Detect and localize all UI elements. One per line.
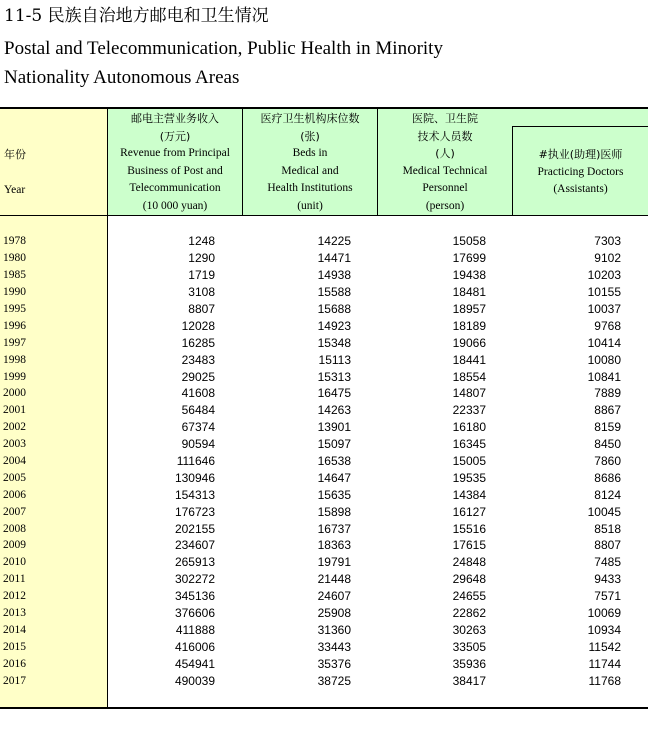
table-row xyxy=(0,621,648,638)
value-cell: 11744 xyxy=(588,656,621,671)
table-row xyxy=(0,436,648,453)
value-cell: 15313 xyxy=(317,369,351,384)
value-cell: 1719 xyxy=(188,268,215,283)
value-cell: 11542 xyxy=(588,639,621,654)
value-cell: 15635 xyxy=(317,487,351,502)
year-cell: 2014 xyxy=(3,623,26,636)
year-cell: 2015 xyxy=(3,640,26,653)
value-cell: 15688 xyxy=(317,302,351,316)
value-cell: 10045 xyxy=(587,504,621,519)
header-line: Revenue from Principal xyxy=(120,147,230,160)
value-cell: 14384 xyxy=(452,487,486,502)
table-row xyxy=(0,233,648,250)
year-cell: 2007 xyxy=(3,505,26,518)
value-cell: 411888 xyxy=(175,622,215,637)
table-row xyxy=(0,520,648,537)
year-cell: 2017 xyxy=(3,674,26,687)
value-cell: 56484 xyxy=(181,403,215,418)
value-cell: 38725 xyxy=(317,673,351,688)
year-header-chinese: 年份 xyxy=(4,148,26,161)
year-cell: 2010 xyxy=(3,556,26,569)
value-cell: 18957 xyxy=(452,302,486,316)
header-line: (unit) xyxy=(297,199,323,212)
value-cell: 7889 xyxy=(594,386,621,401)
value-cell: 18363 xyxy=(317,538,351,553)
header-line: (人) xyxy=(435,147,455,161)
value-cell: 1290 xyxy=(188,251,215,266)
data-table xyxy=(0,233,648,689)
table-row xyxy=(0,537,648,554)
value-cell: 18441 xyxy=(452,352,486,367)
value-cell: 7485 xyxy=(594,555,621,570)
column-header-practicing-doctors xyxy=(513,146,648,199)
value-cell: 15898 xyxy=(317,504,351,519)
value-cell: 15588 xyxy=(317,285,351,300)
value-cell: 14471 xyxy=(317,251,351,266)
column-header-medical-personnel xyxy=(378,110,512,216)
table-row xyxy=(0,655,648,672)
year-cell: 2008 xyxy=(3,522,26,535)
value-cell: 16475 xyxy=(317,386,351,401)
value-cell: 30263 xyxy=(452,622,486,637)
table-row xyxy=(0,334,648,351)
value-cell: 302272 xyxy=(174,572,215,587)
header-line: Telecommunication xyxy=(129,182,221,195)
year-cell: 2006 xyxy=(3,488,26,501)
value-cell: 111646 xyxy=(176,454,215,469)
value-cell: 8450 xyxy=(594,437,621,452)
header-line: 医疗卫生机构床位数 xyxy=(260,112,360,125)
table-row xyxy=(0,503,648,520)
table-top-rule xyxy=(0,107,648,109)
header-line: 邮电主营业务收入 xyxy=(131,112,219,125)
value-cell: 41608 xyxy=(181,386,215,401)
header-line: (张) xyxy=(300,129,320,143)
value-cell: 234607 xyxy=(174,538,215,553)
value-cell: 33443 xyxy=(317,639,351,654)
table-row xyxy=(0,672,648,689)
value-cell: 19791 xyxy=(317,555,351,570)
year-cell: 2012 xyxy=(3,590,26,603)
value-cell: 8807 xyxy=(594,538,621,553)
year-cell: 2013 xyxy=(3,607,26,620)
year-cell: 2000 xyxy=(3,387,26,400)
value-cell: 15097 xyxy=(317,437,351,452)
table-row xyxy=(0,605,648,622)
value-cell: 8686 xyxy=(594,470,621,485)
value-cell: 7571 xyxy=(594,589,621,604)
value-cell: 29648 xyxy=(452,572,486,587)
column-header-beds xyxy=(243,110,377,216)
data-table-body xyxy=(0,233,648,689)
value-cell: 19066 xyxy=(452,335,486,350)
year-cell: 1985 xyxy=(3,269,26,282)
sub-header-rule xyxy=(512,126,648,127)
year-cell: 2009 xyxy=(3,539,26,552)
header-line: (person) xyxy=(425,199,465,212)
value-cell: 176723 xyxy=(174,504,215,519)
value-cell: 24848 xyxy=(452,555,486,570)
value-cell: 24607 xyxy=(317,589,351,604)
value-cell: 17699 xyxy=(452,251,486,266)
value-cell: 8159 xyxy=(594,420,621,435)
year-cell: 1995 xyxy=(3,303,26,315)
value-cell: 416006 xyxy=(174,639,215,654)
value-cell: 13901 xyxy=(317,420,351,435)
header-line: Business of Post and xyxy=(127,164,223,177)
year-cell: 1998 xyxy=(3,353,26,366)
value-cell: 17615 xyxy=(452,538,486,553)
value-cell: 10155 xyxy=(587,285,621,300)
value-cell: 24655 xyxy=(452,589,486,604)
value-cell: 9768 xyxy=(594,318,621,333)
year-cell: 1980 xyxy=(3,252,26,265)
value-cell: 16737 xyxy=(317,521,351,536)
table-title-english-line2: Nationality Autonomous Areas xyxy=(4,67,240,88)
value-cell: 67374 xyxy=(181,420,215,435)
value-cell: 18481 xyxy=(452,285,486,300)
header-line: Medical and xyxy=(281,164,339,177)
value-cell: 19438 xyxy=(452,268,486,283)
header-line: Medical Technical xyxy=(402,164,488,177)
header-line: Health Institutions xyxy=(267,182,353,195)
table-title-chinese: 11-5 民族自治地方邮电和卫生情况 xyxy=(4,6,269,26)
value-cell: 90594 xyxy=(181,437,215,452)
header-line: (Assistants) xyxy=(553,183,608,196)
header-line: Personnel xyxy=(422,182,468,195)
year-cell: 1978 xyxy=(3,235,26,248)
value-cell: 15516 xyxy=(452,521,486,536)
value-cell: 18189 xyxy=(452,318,486,333)
header-line: 技术人员数 xyxy=(417,129,473,143)
value-cell: 16538 xyxy=(317,454,351,469)
value-cell: 14263 xyxy=(317,403,351,418)
value-cell: 31360 xyxy=(317,622,351,637)
header-line: 医院、卫生院 xyxy=(412,112,478,125)
value-cell: 35376 xyxy=(317,656,351,671)
value-cell: 454941 xyxy=(174,656,215,671)
table-row xyxy=(0,351,648,368)
value-cell: 16180 xyxy=(452,420,486,435)
table-row xyxy=(0,554,648,571)
value-cell: 15348 xyxy=(317,335,351,350)
value-cell: 8807 xyxy=(188,302,215,316)
table-row xyxy=(0,588,648,605)
value-cell: 11768 xyxy=(588,673,621,688)
header-line: #执业(助理)医师 xyxy=(538,148,623,161)
value-cell: 19535 xyxy=(452,470,486,485)
table-row xyxy=(0,571,648,588)
value-cell: 10080 xyxy=(587,352,621,367)
table-row xyxy=(0,267,648,284)
value-cell: 376606 xyxy=(174,606,215,621)
value-cell: 15005 xyxy=(452,454,486,469)
year-cell: 2002 xyxy=(3,421,26,434)
value-cell: 130946 xyxy=(174,470,215,485)
value-cell: 14807 xyxy=(452,386,486,401)
value-cell: 345136 xyxy=(174,589,215,604)
value-cell: 14923 xyxy=(317,318,351,333)
table-row xyxy=(0,301,648,318)
year-cell: 1997 xyxy=(3,336,26,349)
value-cell: 22337 xyxy=(452,403,486,418)
value-cell: 22862 xyxy=(452,606,486,621)
table-bottom-rule xyxy=(0,707,648,709)
value-cell: 14647 xyxy=(317,470,351,485)
value-cell: 35936 xyxy=(452,656,486,671)
year-cell: 2005 xyxy=(3,471,26,484)
year-header-english: Year xyxy=(4,184,26,196)
value-cell: 202155 xyxy=(174,521,215,536)
header-line: Practicing Doctors xyxy=(537,165,624,178)
value-cell: 7860 xyxy=(594,454,621,469)
value-cell: 33505 xyxy=(452,639,486,654)
value-cell: 10069 xyxy=(587,606,621,621)
value-cell: 9433 xyxy=(594,572,621,587)
value-cell: 15113 xyxy=(318,352,351,367)
table-row xyxy=(0,385,648,402)
table-row xyxy=(0,250,648,267)
header-line: (10 000 yuan) xyxy=(142,199,208,212)
value-cell: 14225 xyxy=(317,234,351,249)
table-row xyxy=(0,638,648,655)
value-cell: 9102 xyxy=(594,251,621,266)
value-cell: 29025 xyxy=(181,369,215,384)
table-title-english-line1: Postal and Telecommunication, Public Health in Minority xyxy=(4,38,443,59)
year-cell: 2001 xyxy=(3,404,26,417)
table-row xyxy=(0,453,648,470)
value-cell: 10934 xyxy=(587,622,621,637)
value-cell: 1248 xyxy=(188,234,215,249)
value-cell: 16345 xyxy=(452,437,486,452)
value-cell: 38417 xyxy=(452,673,486,688)
year-cell: 2004 xyxy=(3,455,26,468)
table-row xyxy=(0,284,648,301)
table-row xyxy=(0,486,648,503)
table-row xyxy=(0,419,648,436)
value-cell: 10414 xyxy=(587,335,621,350)
value-cell: 265913 xyxy=(174,555,215,570)
value-cell: 16127 xyxy=(452,504,486,519)
value-cell: 23483 xyxy=(181,352,215,367)
value-cell: 12028 xyxy=(181,318,215,333)
value-cell: 18554 xyxy=(452,369,486,384)
column-header-revenue xyxy=(108,110,242,216)
header-line: Beds in xyxy=(292,147,328,160)
year-cell: 2011 xyxy=(3,573,26,586)
value-cell: 154313 xyxy=(174,487,215,502)
value-cell: 3108 xyxy=(188,285,215,300)
header-line: (万元) xyxy=(159,129,191,143)
value-cell: 21448 xyxy=(317,572,351,587)
value-cell: 14938 xyxy=(317,268,351,283)
value-cell: 8124 xyxy=(594,487,621,502)
value-cell: 10037 xyxy=(587,302,621,316)
year-cell: 1999 xyxy=(3,370,26,383)
table-row xyxy=(0,317,648,334)
value-cell: 490039 xyxy=(174,673,215,688)
value-cell: 8518 xyxy=(594,521,621,536)
year-cell: 2003 xyxy=(3,438,26,451)
table-row xyxy=(0,402,648,419)
year-cell: 1990 xyxy=(3,286,26,299)
value-cell: 7303 xyxy=(594,234,621,249)
year-cell: 2016 xyxy=(3,657,26,670)
value-cell: 25908 xyxy=(317,606,351,621)
table-row xyxy=(0,469,648,486)
table-row xyxy=(0,368,648,385)
value-cell: 10203 xyxy=(587,268,621,283)
value-cell: 16285 xyxy=(181,335,215,350)
value-cell: 15058 xyxy=(452,234,486,249)
value-cell: 8867 xyxy=(594,403,621,418)
value-cell: 10841 xyxy=(587,369,621,384)
year-cell: 1996 xyxy=(3,319,26,332)
